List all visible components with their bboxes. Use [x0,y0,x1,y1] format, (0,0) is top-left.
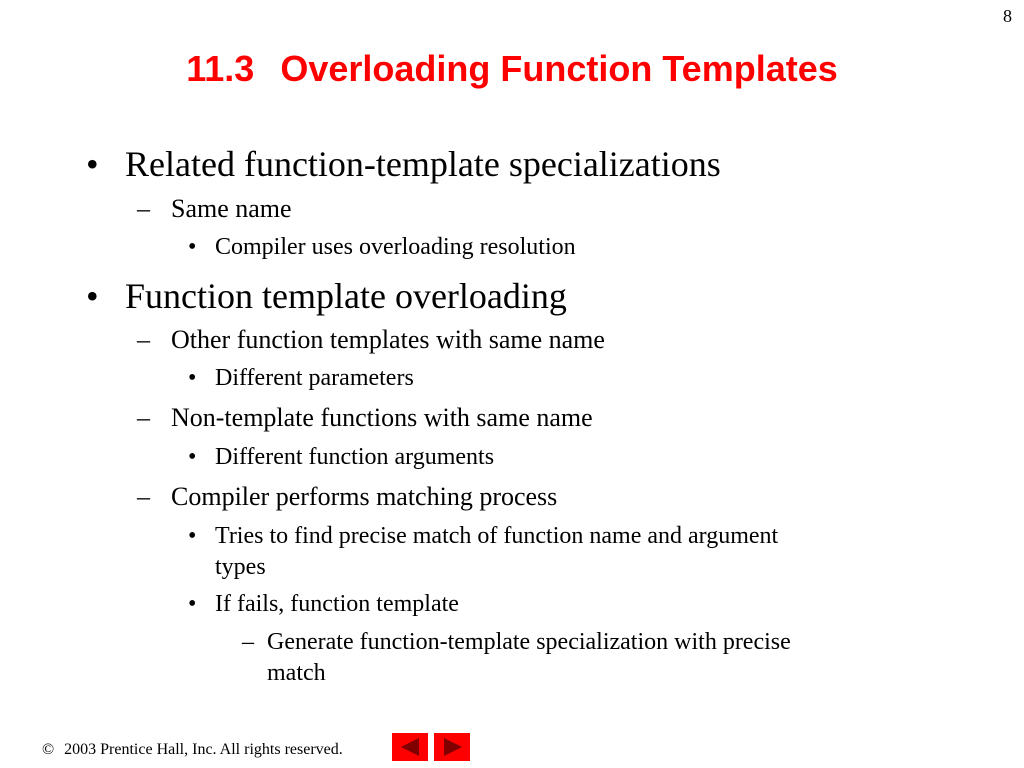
previous-slide-button[interactable] [392,733,428,761]
bullet-text: Function template overloading [125,276,567,316]
bullet-marker: • [86,276,99,316]
bullet-text: Compiler uses overloading resolution [215,234,576,260]
section-number: 11.3 [186,48,255,89]
bullet-continuation: types [215,554,266,580]
dash-marker: – [137,194,150,223]
copyright-text: 2003 Prentice Hall, Inc. All rights reserved. [64,741,343,758]
bullet-marker: • [86,144,99,184]
bullet-marker: • [188,523,197,549]
page-number: 8 [1003,6,1012,26]
dash-marker: – [137,403,150,432]
slide-title [0,48,1024,90]
copyright-footer [42,741,343,759]
dash-marker: – [137,325,150,354]
bullet-text: Different function arguments [215,444,495,470]
dash-marker: – [137,482,150,511]
bullet-continuation: match [267,660,326,686]
copyright-symbol: © [42,741,55,758]
bullet-text: Non-template functions with same name [171,403,593,432]
bullet-text: Other function templates with same name [171,325,605,354]
next-slide-button[interactable] [434,733,470,761]
bullet-text: Generate function-template specialization with precise [267,629,791,655]
bullet-text: Tries to find precise match of function name and argument [215,523,779,549]
bullet-text: Different parameters [215,365,414,391]
dash-marker: – [242,629,254,655]
bullet-text: Related function-template specializations [125,144,721,184]
bullet-marker: • [188,365,197,391]
bullet-marker: • [188,591,197,617]
bullet-marker: • [188,444,197,470]
bullet-marker: • [188,234,197,260]
bullet-text: Same name [171,194,292,223]
title-text: Overloading Function Templates [280,48,838,89]
bullet-text: If fails, function template [215,591,459,617]
bullet-text: Compiler performs matching process [171,482,558,511]
